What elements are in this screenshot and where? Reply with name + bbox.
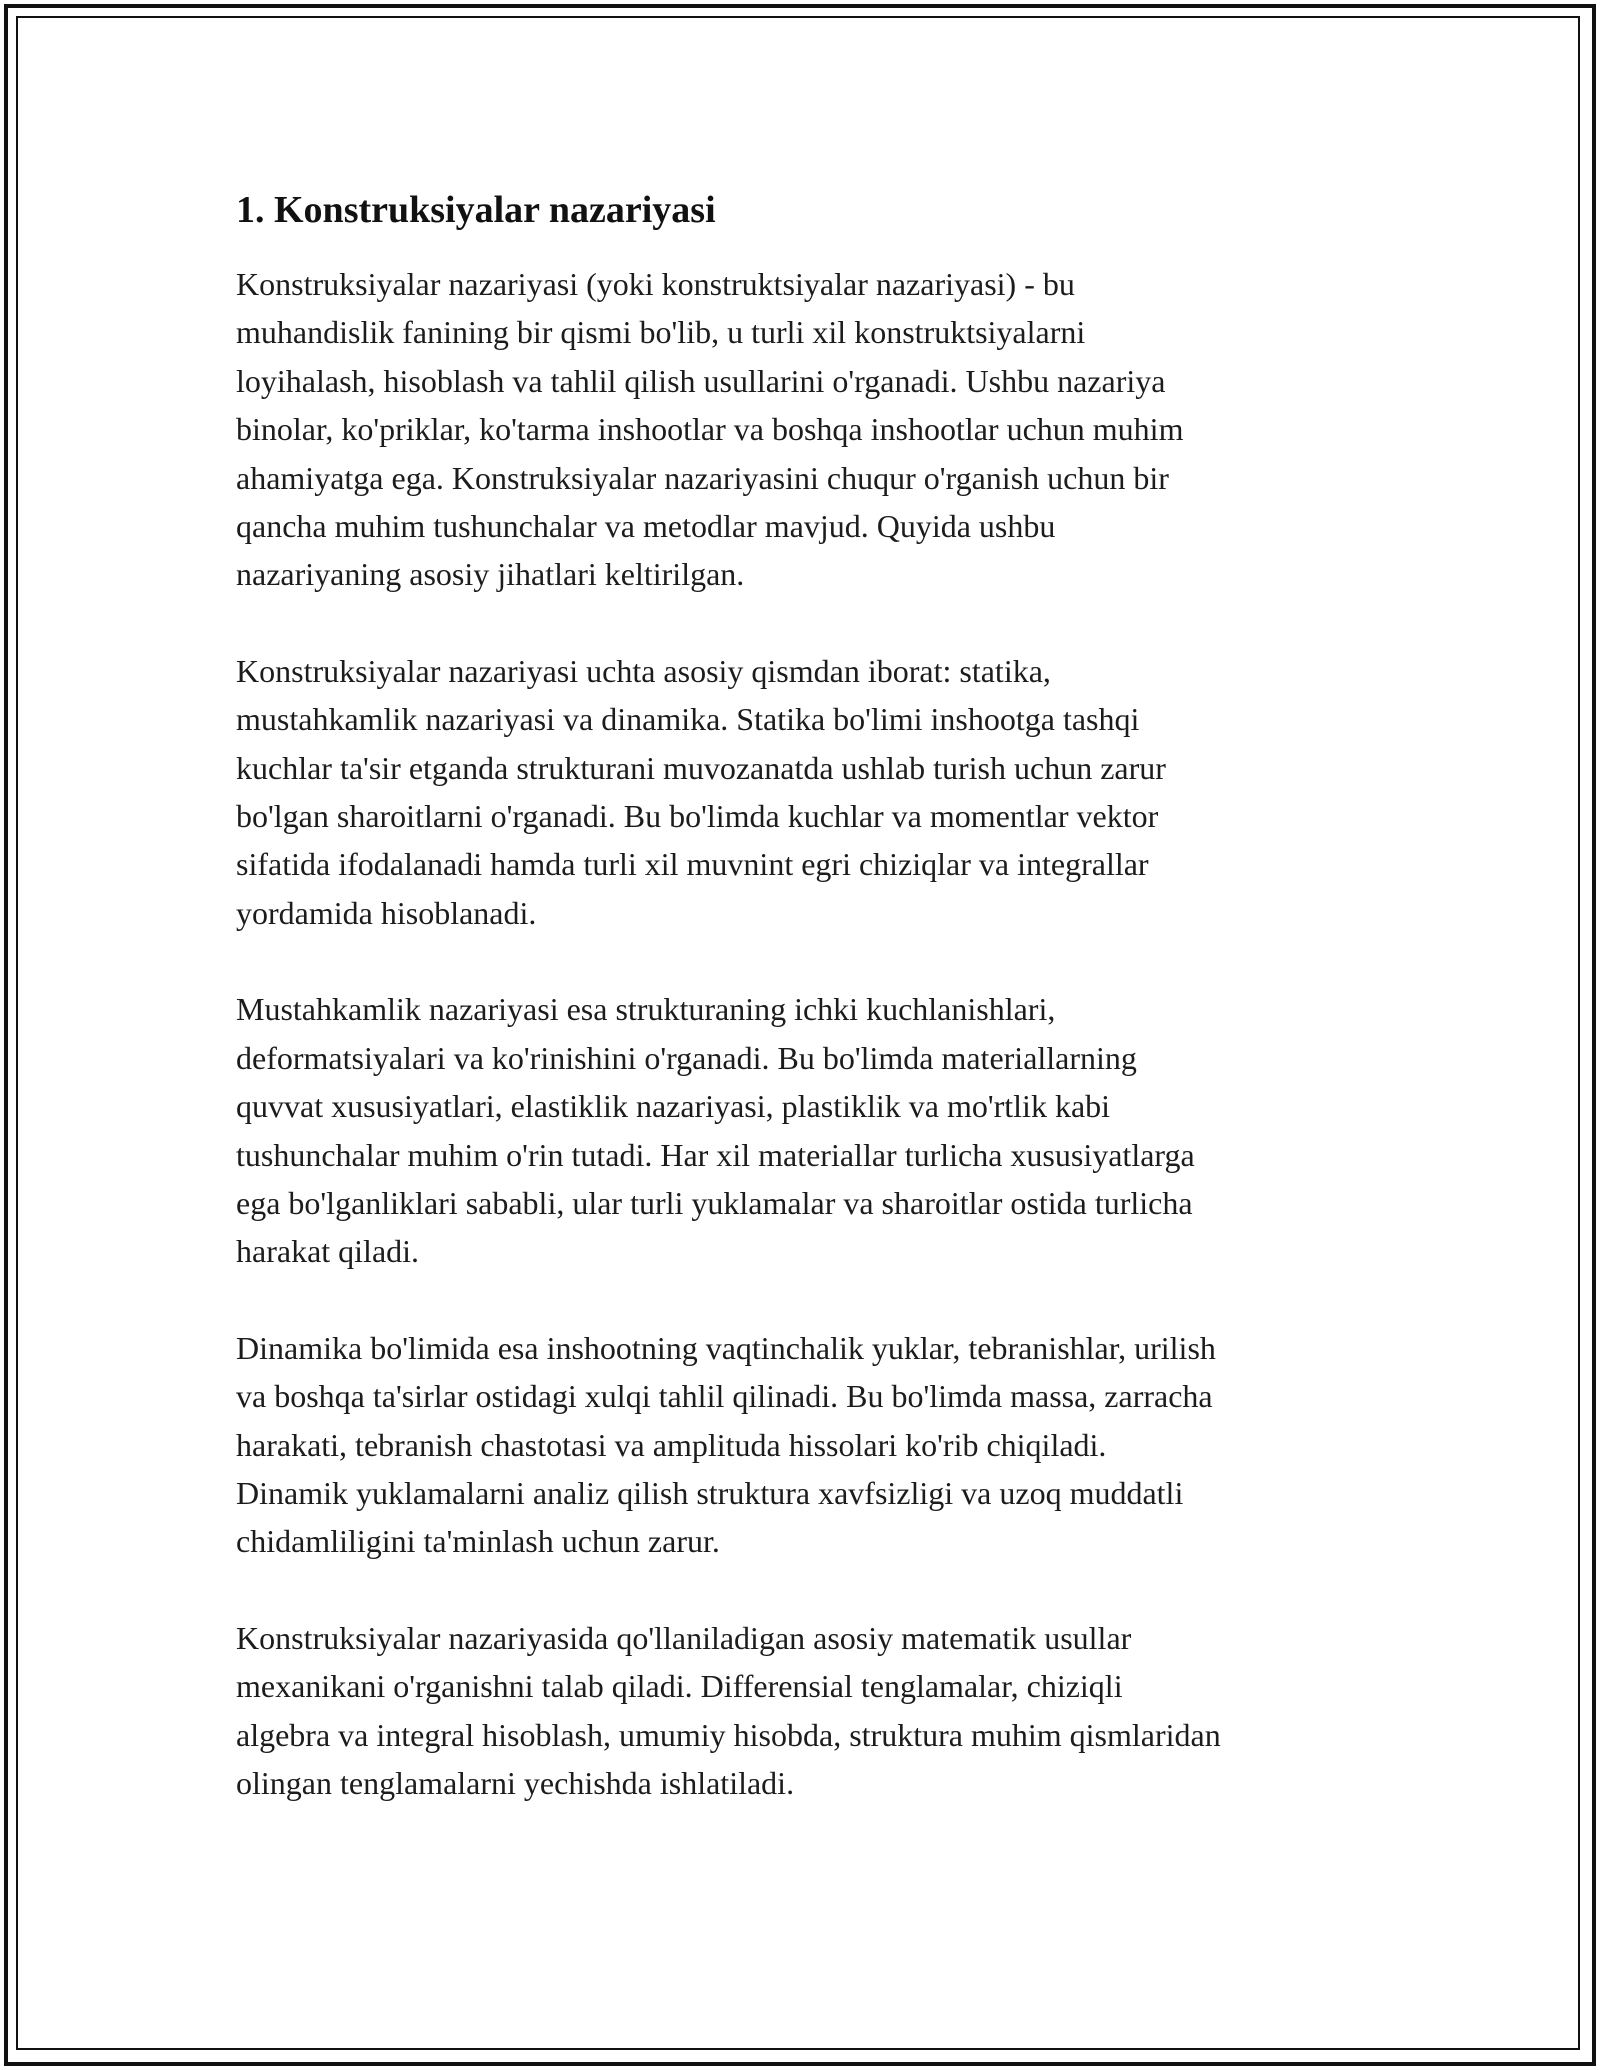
text-line: chidamliligini ta'minlash uchun zarur. <box>236 1523 720 1560</box>
document-body <box>236 186 1368 1855</box>
text-line: algebra va integral hisoblash, umumiy hisobda, struktura muhim qismlaridan <box>236 1716 1221 1753</box>
text-line: harakati, tebranish chastotasi va amplituda hissolari ko'rib chiqiladi. <box>236 1426 1107 1463</box>
text-line: qancha muhim tushunchalar va metodlar mavjud. Quyida ushbu <box>236 508 1056 545</box>
paragraph-introduction <box>236 260 1368 599</box>
text-line: nazariyaning asosiy jihatlari keltirilgan. <box>236 556 745 593</box>
text-line: va boshqa ta'sirlar ostidagi xulqi tahlil qilinadi. Bu bo'limda massa, zarracha <box>236 1378 1213 1415</box>
text-line: kuchlar ta'sir etganda strukturani muvozanatda ushlab turish uchun zarur <box>236 749 1166 786</box>
text-line: Dinamika bo'limida esa inshootning vaqtinchalik yuklar, tebranishlar, urilish <box>236 1329 1216 1366</box>
text-line: Mustahkamlik nazariyasi esa strukturaning ichki kuchlanishlari, <box>236 991 1056 1028</box>
text-line: loyihalash, hisoblash va tahlil qilish usullarini o'rganadi. Ushbu nazariya <box>236 362 1166 399</box>
paragraph-strength-theory <box>236 985 1368 1275</box>
text-line: sifatida ifodalanadi hamda turli xil muvnint egri chiziqlar va integrallar <box>236 846 1149 883</box>
paragraph-mathematical-methods <box>236 1614 1368 1808</box>
text-line: Konstruksiyalar nazariyasida qo'llaniladigan asosiy matematik usullar <box>236 1619 1132 1656</box>
text-line: deformatsiyalari va ko'rinishini o'rganadi. Bu bo'limda materiallarning <box>236 1039 1137 1076</box>
text-line: yordamida hisoblanadi. <box>236 894 537 931</box>
text-line: olingan tenglamalarni yechishda ishlatiladi. <box>236 1764 795 1801</box>
text-line: tushunchalar muhim o'rin tutadi. Har xil materiallar turlicha xususiyatlarga <box>236 1136 1195 1173</box>
text-line: mustahkamlik nazariyasi va dinamika. Statika bo'limi inshootga tashqi <box>236 701 1140 738</box>
text-line: Dinamik yuklamalarni analiz qilish struktura xavfsizligi va uzoq muddatli <box>236 1474 1184 1511</box>
text-line: mexanikani o'rganishni talab qiladi. Differensial tenglamalar, chiziqli <box>236 1668 1123 1705</box>
paragraph-dynamics <box>236 1324 1368 1566</box>
text-line: Konstruksiyalar nazariyasi uchta asosiy qismdan iborat: statika, <box>236 652 1051 689</box>
text-line: quvvat xususiyatlari, elastiklik nazariyasi, plastiklik va mo'rtlik kabi <box>236 1088 1111 1125</box>
text-line: muhandislik fanining bir qismi bo'lib, u turli xil konstruktsiyalarni <box>236 314 1086 351</box>
text-line: bo'lgan sharoitlarni o'rganadi. Bu bo'limda kuchlar va momentlar vektor <box>236 798 1159 835</box>
text-line: harakat qiladi. <box>236 1233 420 1270</box>
text-line: ahamiyatga ega. Konstruksiyalar nazariyasini chuqur o'rganish uchun bir <box>236 459 1169 496</box>
text-line: binolar, ko'priklar, ko'tarma inshootlar va boshqa inshootlar uchun muhim <box>236 411 1184 448</box>
paragraph-parts-statics <box>236 647 1368 937</box>
text-line: ega bo'lganliklari sababli, ular turli yuklamalar va sharoitlar ostida turlicha <box>236 1184 1193 1221</box>
text-line: Konstruksiyalar nazariyasi (yoki konstruktsiyalar nazariyasi) - bu <box>236 266 1075 302</box>
page-title: 1. Konstruksiyalar nazariyasi <box>236 189 716 231</box>
